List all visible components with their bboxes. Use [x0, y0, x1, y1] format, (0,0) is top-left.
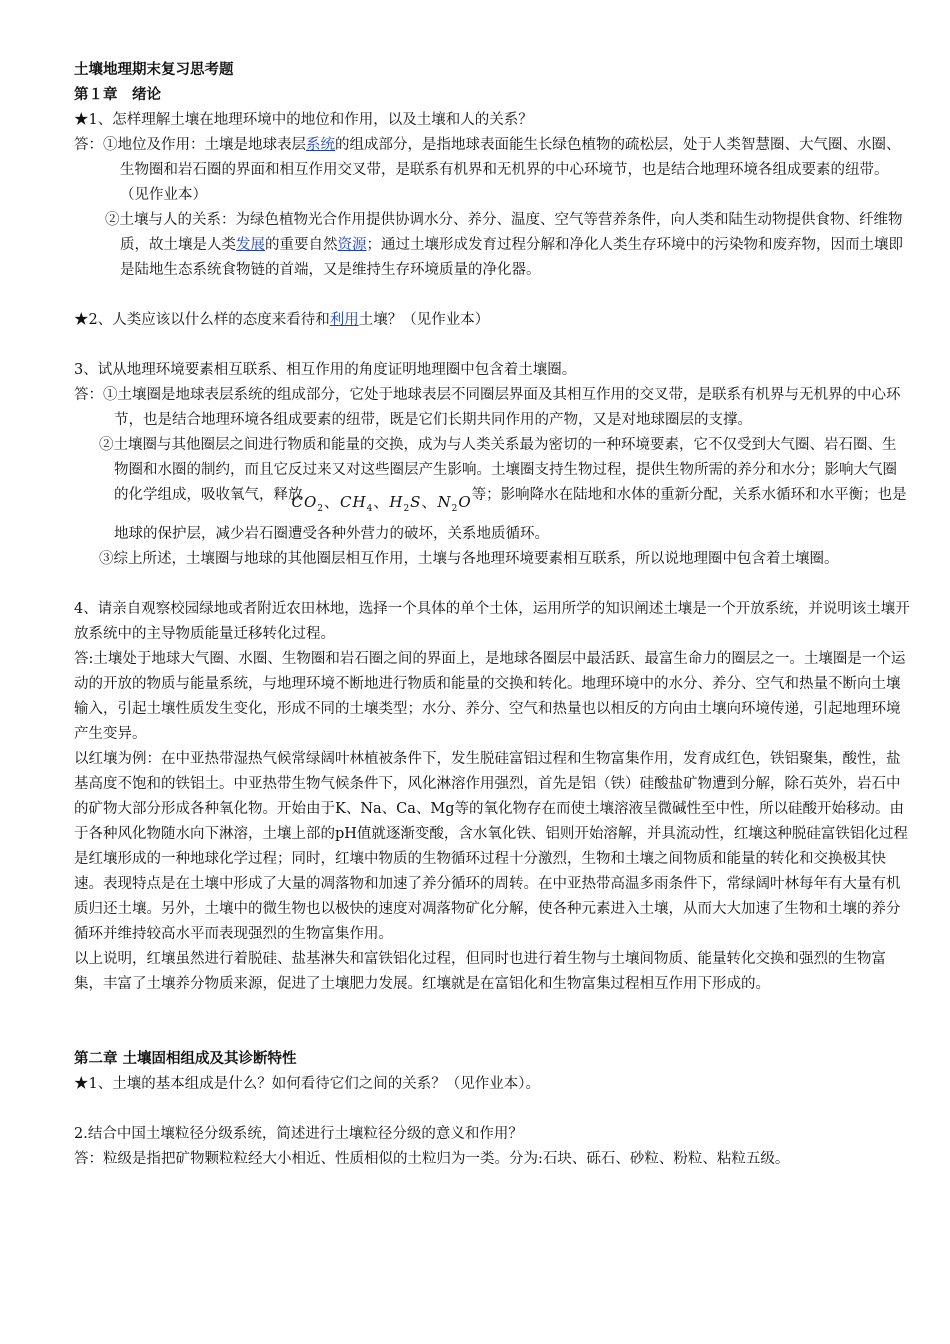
answer-1-4-part1: 答:土壤处于地球大气圈、水圈、生物圈和岩石圈之间的界面上，是地球各圈层中最活跃、最富生命力的圈层之一。土壤圈是一个运动的开放的物质与能量系统，与地理环境不断地进行物质和能量的交换和转化。地理环境中的水分、养分、空气和热量不断向土壤输入，引起土壤性质发生变化，形成不同的土壤类型；水分、养分、空气和热量也以相反的方向由土壤向环境传递，引起地理环境产生变异。: [74, 651, 906, 742]
question-1-4: 4、请亲自观察校园绿地或者附近农田林地，选择一个具体的单个土体，运用所学的知识阐述土壤是一个开放系统，并说明该土壤开放系统中的主导物质能量迁移转化过程。: [74, 601, 910, 642]
document-page: [74, 58, 910, 1172]
gas-formula: $CO_2$、$CH_4$、$H_2S$、$N_2O$: [291, 493, 472, 514]
link-utilize[interactable]: 利用: [329, 312, 359, 328]
answer-1-3-part3: ③综上所述，土壤圈与地球的其他圈层相互作用，土壤与各地理环境要素相互联系，所以说地理圈中包含着土壤圈。: [99, 551, 839, 567]
question-1-3: 3、试从地理环境要素相互联系、相互作用的角度证明地理圈中包含着土壤圈。: [74, 362, 577, 378]
link-resources[interactable]: 资源: [337, 237, 367, 253]
chapter-1-heading: 第１章 绪论: [74, 87, 161, 103]
question-2-2: 2.结合中国土壤粒径分级系统，简述进行土壤粒径分级的意义和作用？: [74, 1126, 523, 1142]
answer-1-4-part3: 以上说明，红壤虽然进行着脱硅、盐基淋失和富铁铝化过程，但同时也进行着生物与土壤间物质、能量转化交换和强烈的生物富集，丰富了土壤养分物质来源，促进了土壤肥力发展。红壤就是在富铝化和生物富集过程相互作用下形成的。: [74, 951, 886, 992]
chapter-2-heading: 第二章 土壤固相组成及其诊断特性: [74, 1051, 297, 1067]
question-1-1: ★1、怎样理解土壤在地理环境中的地位和作用，以及土壤和人的关系？: [74, 112, 533, 128]
answer-1-1-part2: ②土壤与人的关系：为绿色植物光合作用提供协调水分、养分、温度、空气等营养条件，向人类和陆生动物提供食物、纤维物质，故土壤是人类发展的重要自然资源；通过土壤形成发育过程分解和净化人类生存环境中的污染物和废弃物，因而土壤即是陆地生态系统食物链的首端，又是维持生存环境质量的净化器。: [105, 212, 903, 278]
answer-1-3-part1: 答：①土壤圈是地球表层系统的组成部分，它处于地球表层不同圈层界面及其相互作用的交叉带，是联系有机界与无机界的中心环节，也是结合地理环境各组成要素的纽带，既是它们长期共同作用的产物，又是对地球圈层的支撑。: [74, 387, 901, 428]
answer-1-1-part1: 答：①地位及作用：土壤是地球表层系统的组成部分，是指地球表面能生长绿色植物的疏松层，处于人类智慧圈、大气圈、水圈、生物圈和岩石圈的界面和相互作用交叉带，是联系有机界和无机界的中心环境节，也是结合地理环境各组成要素的纽带。（见作业本）: [74, 137, 901, 203]
question-2-1: ★1、土壤的基本组成是什么？如何看待它们之间的关系？（见作业本）。: [74, 1076, 540, 1092]
document-title: 土壤地理期末复习思考题: [74, 62, 234, 78]
link-system[interactable]: 系统: [306, 137, 335, 153]
question-1-2: ★2、人类应该以什么样的态度来看待和利用土壤？（见作业本）: [74, 312, 490, 328]
answer-2-2: 答：粒级是指把矿物颗粒粒经大小相近、性质相似的土粒归为一类。分为:石块、砾石、砂粒、粉粒、粘粒五级。: [74, 1151, 790, 1167]
answer-1-4-part2: 以红壤为例：在中亚热带湿热气候常绿阔叶林植被条件下，发生脱硅富铝过程和生物富集作用，发育成红色，铁铝聚集，酸性，盐基高度不饱和的铁铝土。中亚热带生物气候条件下，风化淋溶作用强烈，首先是铝（铁）硅酸盐矿物遭到分解，除石英外，岩石中的矿物大部分形成各种氧化物。开始由于K、Na、Ca、Mg等的氧化物存在而使土壤溶液呈微碱性至中性，所以硅酸开始移动。由于各种风化物随水向下淋溶，土壤上部的pH值就逐渐变酸，含水氧化铁、铝则开始溶解，并具流动性，红壤这种脱硅富铁铝化过程是红壤形成的一种地球化学过程；同时，红壤中物质的生物循环过程十分激烈，生物和土壤之间物质和能量的转化和交换极其快速。表现特点是在土壤中形成了大量的凋落物和加速了养分循环的周转。在中亚热带高温多雨条件下，常绿阔叶林每年有大量有机质归还土壤。另外，土壤中的微生物也以极快的速度对凋落物矿化分解，使各种元素进入土壤，从而大大加速了生物和土壤的养分循环并维持较高水平而表现强烈的生物富集作用。: [74, 751, 908, 942]
answer-1-3-part2: ②土壤圈与其他圈层之间进行物质和能量的交换，成为与人类关系最为密切的一种环境要素，它不仅受到大气圈、岩石圈、生物圈和水圈的制约，而且它反过来又对这些圈层产生影响。土壤圈支持生物过程，提供生物所需的养分和水分；影响大气圈的化学组成，吸收氧气，释放 $CO_2$、$CH_4$、$H_2S$、$N_2O$等；影响降水在陆地和水体的重新分配，关系水循环和水平衡；也是地球的保护层，减少岩石圈遭受各种外营力的破坏，关系地质循环。: [99, 437, 907, 542]
link-development[interactable]: 发展: [236, 237, 265, 253]
